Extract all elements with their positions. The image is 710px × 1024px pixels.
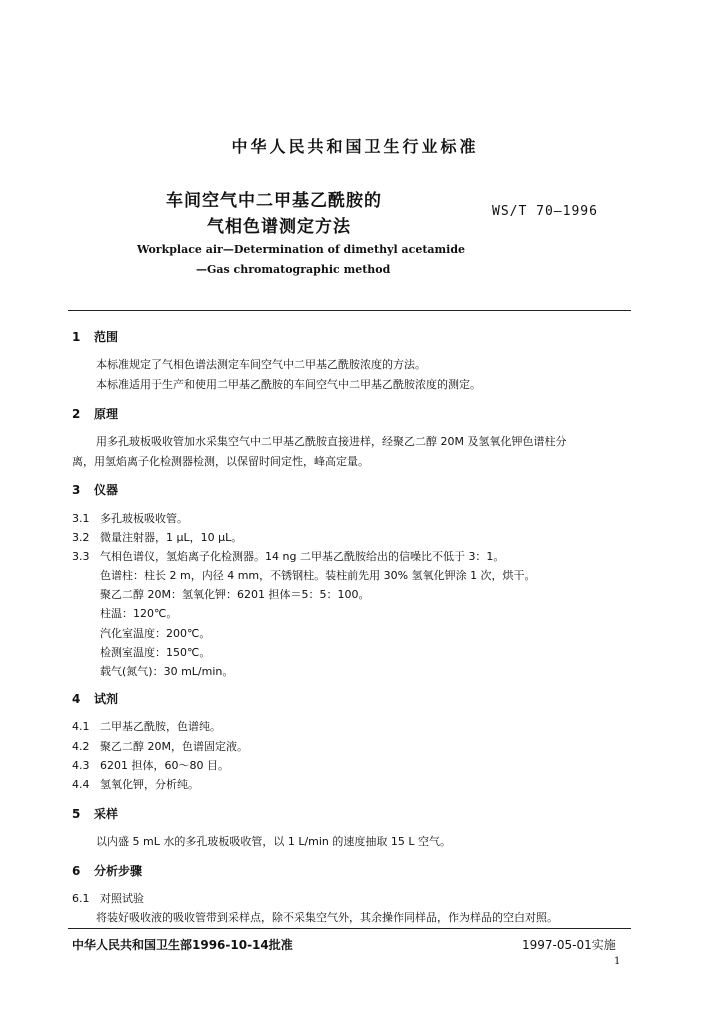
item-3-3-vaporizer-temp: 汽化室温度：200℃。 bbox=[100, 627, 211, 640]
doc-title-line1: 车间空气中二甲基乙酰胺的 bbox=[166, 191, 382, 211]
section-1-heading: 1 范围 bbox=[72, 330, 119, 344]
doc-title-line2: 气相色谱测定方法 bbox=[207, 217, 351, 237]
item-3-3-stationary: 聚乙二醇 20M：氢氧化钾：6201 担体＝5：5：100。 bbox=[100, 588, 370, 601]
footer-rule bbox=[68, 928, 631, 929]
org-title: 中华人民共和国卫生行业标准 bbox=[231, 137, 479, 156]
section-4-heading: 4 试剂 bbox=[72, 692, 119, 706]
approval-line: 中华人民共和国卫生部1996-10-14批准 bbox=[72, 938, 293, 952]
section-1-para2: 本标准适用于生产和使用二甲基乙酰胺的车间空气中二甲基乙酰胺浓度的测定。 bbox=[96, 378, 481, 391]
item-6-1-para: 将装好吸收液的吸收管带到采样点，除不采集空气外，其余操作同样品，作为样品的空白对照。 bbox=[96, 911, 558, 924]
item-3-3-column: 色谱柱：柱长 2 m，内径 4 mm，不锈钢柱。装柱前先用 30% 氢氧化钾涂 1 次，烘干。 bbox=[100, 569, 536, 582]
section-2-para1: 用多孔玻板吸收管加水采集空气中二甲基乙酰胺直接进样，经聚乙二醇 20M 及氢氧化钾色谱柱分 bbox=[96, 435, 567, 448]
english-title-line1: Workplace air—Determination of dimethyl acetamide bbox=[137, 243, 466, 256]
header-rule bbox=[68, 310, 631, 311]
section-3-heading: 3 仪器 bbox=[72, 483, 119, 497]
item-3-3: 3.3 气相色谱仪，氢焰离子化检测器。14 ng 二甲基乙酰胺给出的信噪比不低于 3：1。 bbox=[72, 550, 505, 563]
item-4-4: 4.4 氢氧化钾，分析纯。 bbox=[72, 778, 199, 791]
standard-number: WS/T 70—1996 bbox=[492, 204, 598, 219]
implementation-date: 1997-05-01实施 bbox=[522, 938, 616, 952]
section-2-para2: 离，用氢焰离子化检测器检测，以保留时间定性，峰高定量。 bbox=[72, 455, 369, 468]
section-2-heading: 2 原理 bbox=[72, 407, 119, 421]
english-title-line2: —Gas chromatographic method bbox=[196, 263, 391, 276]
page-number: 1 bbox=[614, 956, 621, 967]
item-3-3-detector-temp: 检测室温度：150℃。 bbox=[100, 646, 211, 659]
item-3-3-carrier-gas: 载气(氮气)：30 mL/min。 bbox=[100, 665, 234, 678]
item-6-1: 6.1 对照试验 bbox=[72, 892, 144, 905]
section-5-heading: 5 采样 bbox=[72, 807, 119, 821]
item-4-2: 4.2 聚乙二醇 20M，色谱固定液。 bbox=[72, 740, 248, 753]
item-4-1: 4.1 二甲基乙酰胺，色谱纯。 bbox=[72, 720, 221, 733]
item-3-1: 3.1 多孔玻板吸收管。 bbox=[72, 512, 188, 525]
section-6-heading: 6 分析步骤 bbox=[72, 864, 143, 878]
item-4-3: 4.3 6201 担体，60～80 目。 bbox=[72, 759, 229, 772]
section-1-para1: 本标准规定了气相色谱法测定车间空气中二甲基乙酰胺浓度的方法。 bbox=[96, 358, 426, 371]
section-5-para1: 以内盛 5 mL 水的多孔玻板吸收管，以 1 L/min 的速度抽取 15 L 空气。 bbox=[96, 835, 452, 848]
item-3-3-column-temp: 柱温：120℃。 bbox=[100, 607, 178, 620]
item-3-2: 3.2 微量注射器，1 μL，10 μL。 bbox=[72, 531, 243, 544]
